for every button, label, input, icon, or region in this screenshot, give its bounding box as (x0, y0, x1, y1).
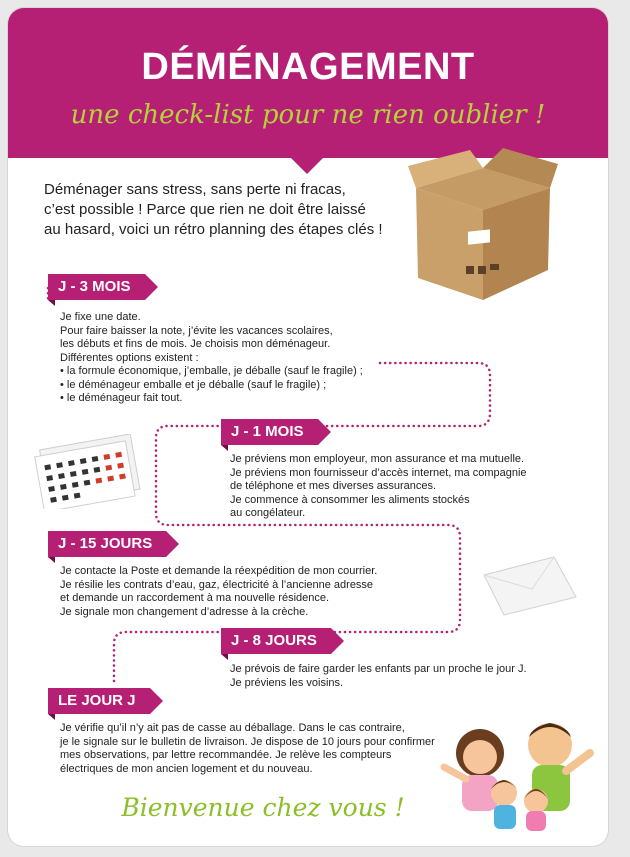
label-fold (221, 445, 228, 451)
envelope-icon (480, 553, 580, 618)
step-label-8-jours: J - 8 JOURS (221, 628, 331, 654)
intro-text: Déménager sans stress, sans perte ni fracas, c’est possible ! Parce que rien ne doit être laissé au hasard, voici un rétro planning des étapes clés ! (44, 181, 383, 238)
step-label-3-mois: J - 3 MOIS (48, 274, 145, 300)
label-fold (221, 654, 228, 660)
page-title: DÉMÉNAGEMENT (141, 46, 475, 88)
label-fold (48, 557, 55, 563)
page-subtitle: une check-list pour ne rien oublier ! (70, 100, 546, 130)
step-text-1-mois: Je préviens mon employeur, mon assurance et ma mutuelle. Je préviens mon fournisseur d’accès internet, ma compagnie de téléphone et mes diverses assurances. Je commence à consommer les aliments stockés au congélateur. (230, 453, 527, 519)
infographic-card (8, 8, 608, 846)
step-label-15-jours: J - 15 JOURS (48, 531, 166, 557)
calendar-icon (30, 434, 145, 509)
step-text-8-jours: Je prévois de faire garder les enfants par un proche le jour J. Je préviens les voisins. (230, 663, 527, 689)
label-fold (48, 714, 55, 720)
family-illustration (438, 713, 598, 833)
footer-welcome: Bienvenue chez vous ! (121, 793, 405, 822)
label-fold (48, 300, 55, 306)
step-text-15-jours: Je contacte la Poste et demande la réexpédition de mon courrier. Je résilie les contrats d’eau, gaz, électricité à l’ancienne adresse et demande un raccordement à ma nouvelle résidence. Je signale mon changement d’adresse à la crèche. (60, 565, 378, 618)
step-label-1-mois: J - 1 MOIS (221, 419, 318, 445)
step-label-jour-j: LE JOUR J (48, 688, 150, 714)
step-text-3-mois: Je fixe une date. Pour faire baisser la note, j’évite les vacances scolaires, les débuts et fins de mois. Je choisis mon déménageur. Différentes options existent : • la formule économique, j’emballe, je déballe (sauf le fragile) ; • le déménageur emballe et je déballe (sauf le fragile) ; • le déménageur fait tout. (60, 311, 363, 404)
step-text-jour-j: Je vérifie qu’il n’y ait pas de casse au déballage. Dans le cas contraire, je le signale sur le bulletin de livraison. Je dispose de 10 jours pour confirmer mes observations, par lettre recommandée. Je relève les compteurs électriques de mon ancien logement et du nouveau. (60, 722, 435, 775)
